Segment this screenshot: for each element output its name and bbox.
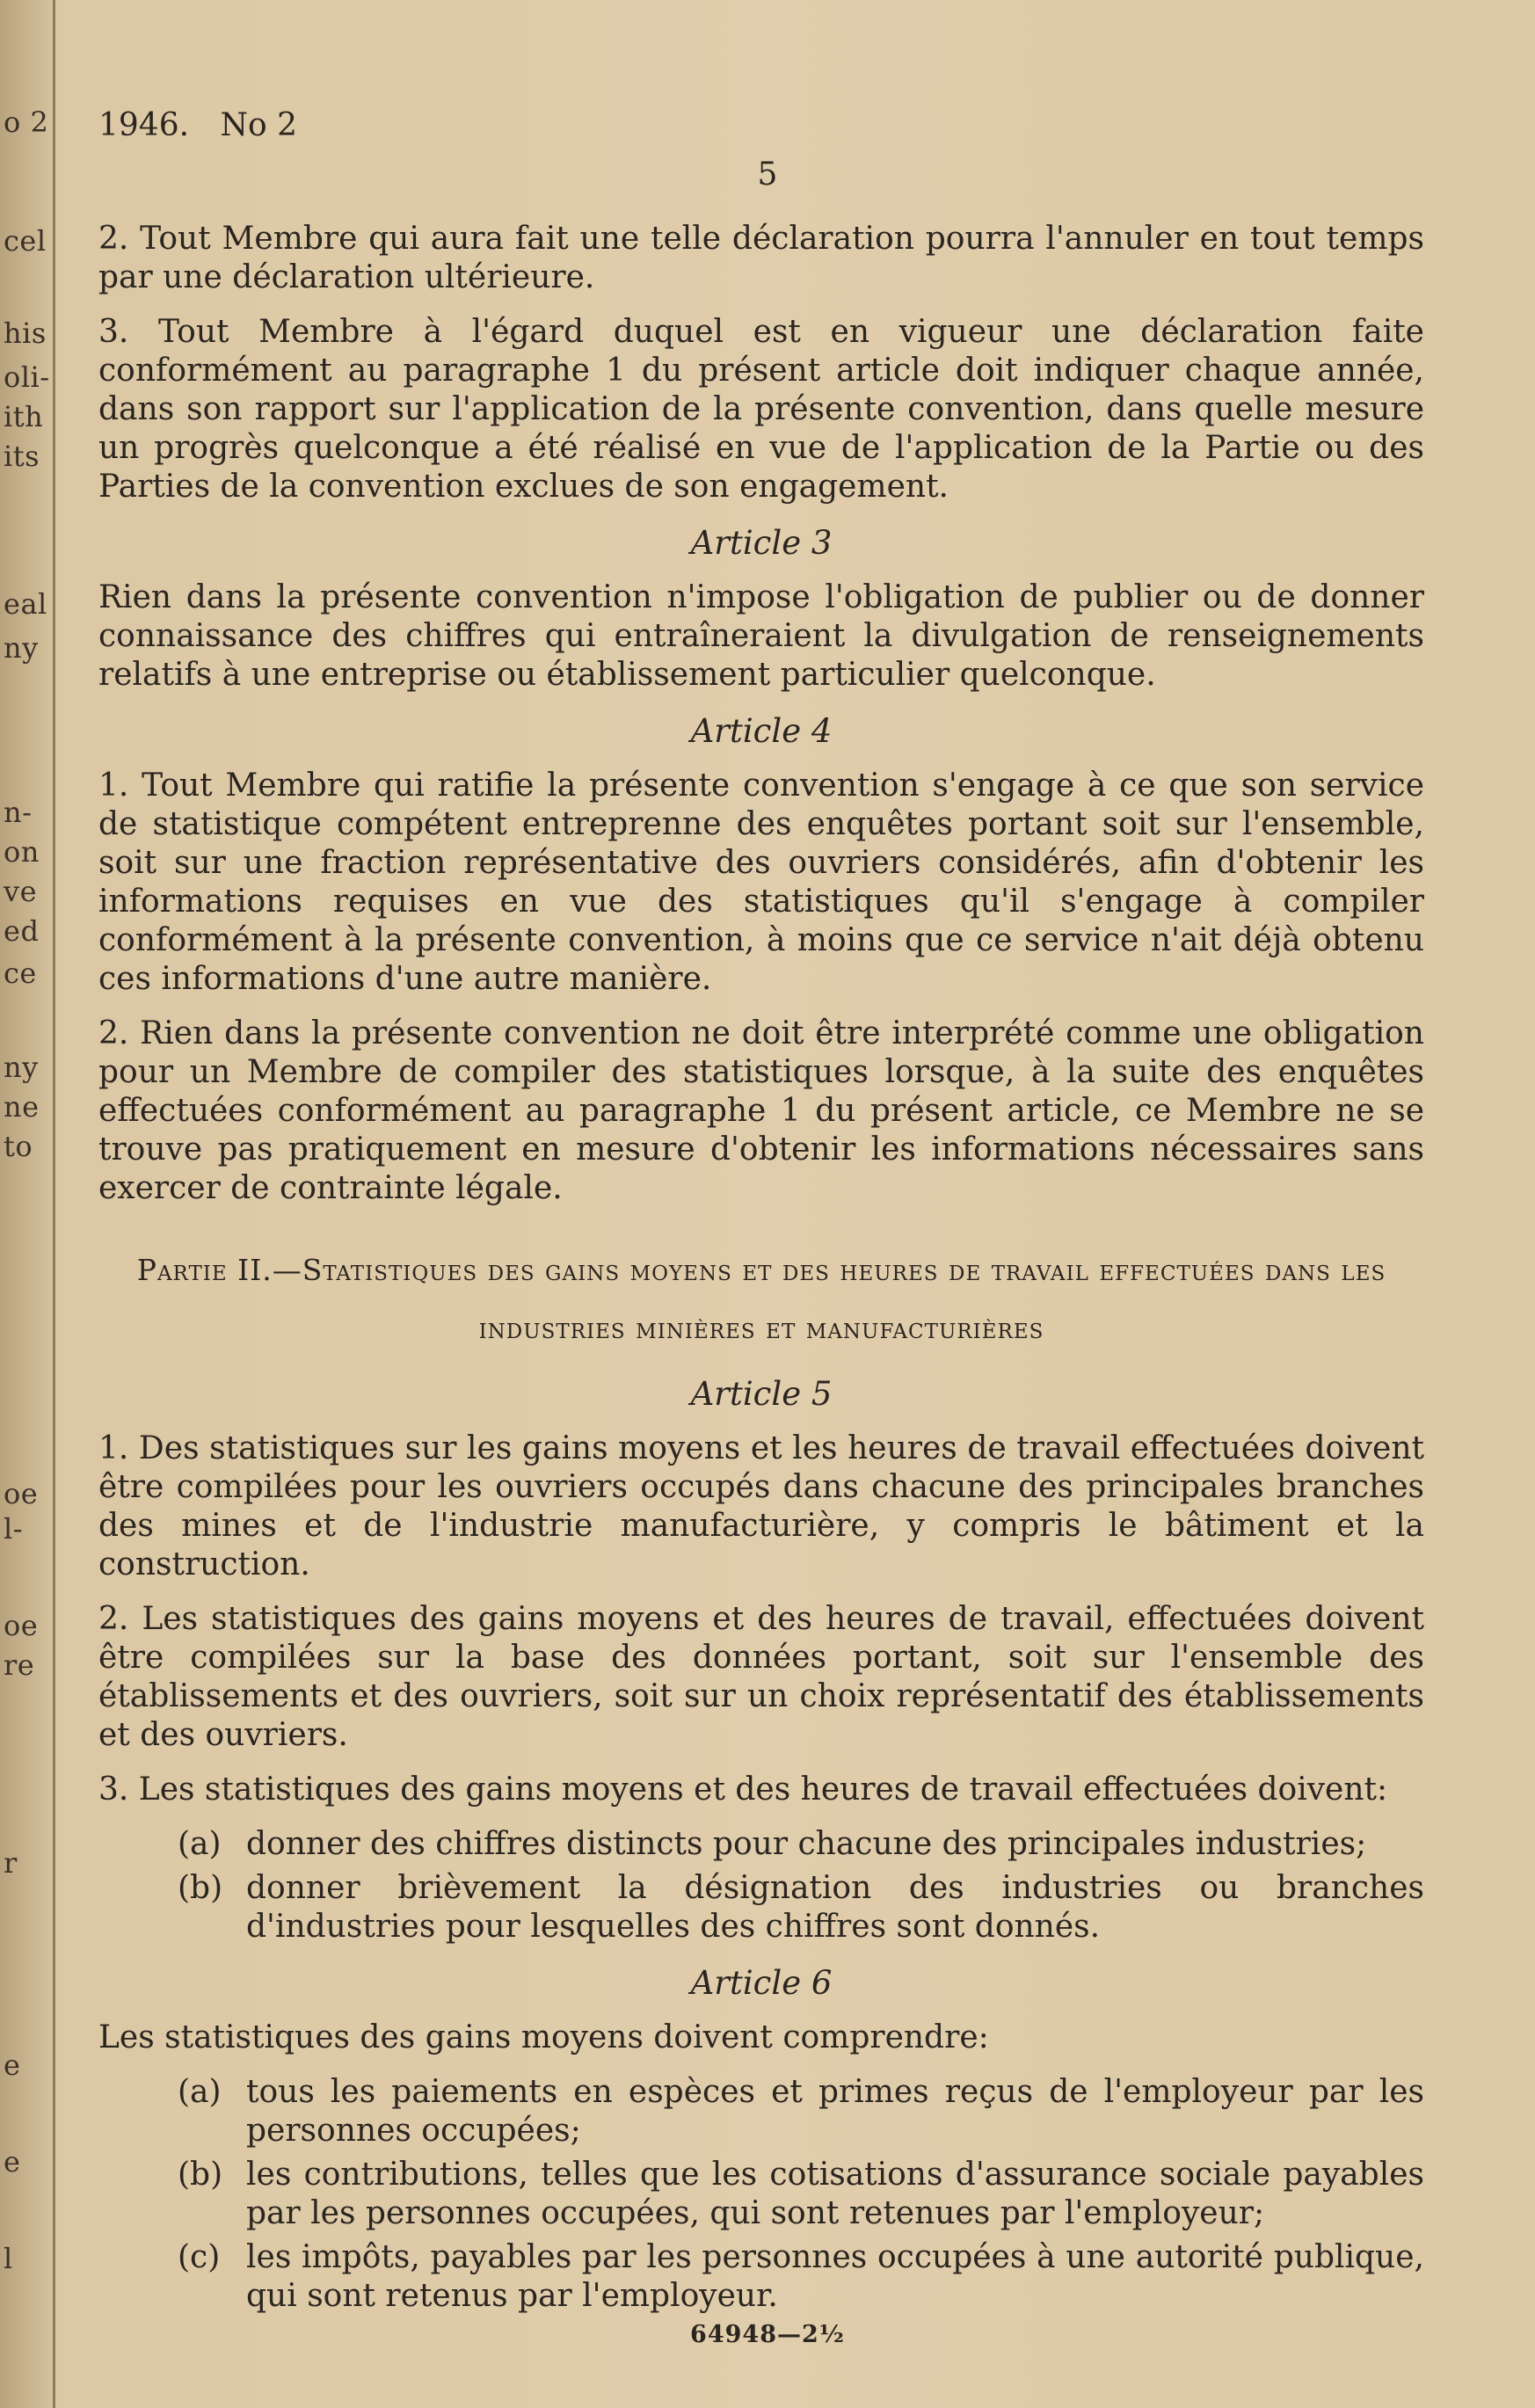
margin-fragment: ed — [4, 914, 40, 948]
list-item-text: donner des chiffres distincts pour chacune des principales industries; — [246, 1826, 1367, 1862]
margin-fragment: his — [4, 316, 47, 350]
page-number: 5 — [757, 156, 778, 193]
list-item-label: (a) — [178, 1826, 222, 1862]
margin-fragment: cel — [4, 224, 47, 258]
margin-fragment: on — [4, 835, 40, 869]
margin-fragment: n- — [4, 796, 33, 829]
margin-fragment: ve — [4, 875, 38, 908]
paragraph: Rien dans la présente convention n'impose l'obligation de publier ou de donner connaissance des chiffres qui entraîneraient la divulgation de renseignements relatifs à une entreprise ou établissement particulier quelconque. — [98, 579, 1424, 693]
list-item-text: les contributions, telles que les cotisations d'assurance sociale payables par les personnes occupées, qui sont retenues par l'employeur; — [246, 2157, 1424, 2231]
paragraph: 2. Les statistiques des gains moyens et des heures de travail, effectuées doivent être compilées sur la base des données portant, soit sur l'ensemble des établissements et des ouvriers, soit sur un choix représentatif des établissements et des ouvriers. — [98, 1601, 1424, 1753]
margin-fragment: ith — [4, 400, 44, 433]
margin-fragment: to — [4, 1130, 33, 1163]
paragraph: 2. Rien dans la présente convention ne doit être interprété comme une obligation pour un Membre de compiler des statistiques lorsque, à la suite des enquêtes effectuées conformément au paragraphe 1 du présent article, ce Membre ne se trouve pas pratiquement en mesure d'obtenir les informations nécessaires sans exercer de contrainte légale. — [98, 1015, 1424, 1206]
part-heading: Partie II.—Statistiques des gains moyens et des heures de travail effectuées dans les industries minières et manufacturières — [136, 1253, 1386, 1345]
article-heading: Article 5 — [690, 1375, 833, 1413]
list-item-label: (c) — [178, 2239, 221, 2275]
article-heading: Article 3 — [690, 524, 833, 562]
paragraph: 3. Tout Membre à l'égard duquel est en vigueur une déclaration faite conformément au paragraphe 1 du présent article doit indiquer chaque année, dans son rapport sur l'application de la présente convention, dans quelle mesure un progrès quelconque a été réalisé en vue de l'application de la Partie ou des Parties de la convention exclues de son engagement. — [98, 314, 1424, 505]
list-item — [98, 2238, 1424, 2316]
list-item — [98, 2073, 1424, 2150]
margin-fragment: ny — [4, 1051, 39, 1084]
paragraph: 3. Les statistiques des gains moyens et des heures de travail effectuées doivent: — [98, 1771, 1388, 1808]
list-item-label: (b) — [178, 2157, 223, 2193]
margin-fragment: l- — [4, 1512, 24, 1546]
paragraph: 2. Tout Membre qui aura fait une telle déclaration pourra l'annuler en tout temps par une déclaration ultérieure. — [98, 221, 1424, 295]
list-item-text: donner brièvement la désignation des industries ou branches d'industries pour lesquelles des chiffres sont donnés. — [246, 1870, 1424, 1945]
margin-fragment: e — [4, 2145, 21, 2179]
header-number: No 2 — [220, 107, 298, 143]
margin-fragment: r — [4, 1846, 18, 1880]
paragraph: Les statistiques des gains moyens doivent comprendre: — [98, 2019, 989, 2055]
margin-fragment: its — [4, 440, 40, 473]
list-item-text: les impôts, payables par les personnes occupées à une autorité publique, qui sont retenus par l'employeur. — [246, 2239, 1424, 2314]
margin-fragment: re — [4, 1648, 35, 1682]
margin-fragment: ne — [4, 1090, 40, 1124]
margin-fragment: l — [4, 2242, 13, 2275]
margin-fragment: o 2 — [4, 105, 49, 139]
paragraph: 1. Tout Membre qui ratifie la présente convention s'engage à ce que son service de statistique compétent entreprenne des enquêtes portant soit sur l'ensemble, soit sur une fraction représentative des ouvriers considérés, afin d'obtenir les informations requises en vue des statistiques qu'il s'engage à compiler conformément à la présente convention, à moins que ce service n'ait déjà obtenu ces informations d'une autre manière. — [98, 768, 1424, 997]
page-header — [98, 107, 318, 143]
margin-fragment: ny — [4, 631, 39, 665]
header-year: 1946. — [98, 107, 190, 143]
page-footer: 64948—2½ — [690, 2321, 845, 2348]
list-item-label: (b) — [178, 1870, 223, 1906]
list-item — [98, 1869, 1424, 1946]
margin-fragment: oe — [4, 1609, 39, 1642]
article-heading: Article 6 — [690, 1964, 833, 2002]
margin-fragment: e — [4, 2048, 21, 2082]
paragraph: 1. Des statistiques sur les gains moyens et les heures de travail effectuées doivent être compilées pour les ouvriers occupés dans chacune des principales branches des mines et de l'industrie manufacturière, y compris le bâtiment et la construction. — [98, 1430, 1424, 1582]
list-item — [98, 2156, 1424, 2233]
list-item-label: (a) — [178, 2074, 222, 2110]
document-body — [98, 220, 1424, 2321]
margin-fragment: eal — [4, 587, 47, 621]
article-heading: Article 4 — [690, 712, 833, 750]
margin-fragment: ce — [4, 957, 37, 990]
list-item — [98, 1825, 1424, 1864]
list-item-text: tous les paiements en espèces et primes reçus de l'employeur par les personnes occupées; — [246, 2074, 1424, 2149]
margin-fragment: oli- — [4, 360, 50, 394]
margin-fragment: oe — [4, 1477, 39, 1510]
